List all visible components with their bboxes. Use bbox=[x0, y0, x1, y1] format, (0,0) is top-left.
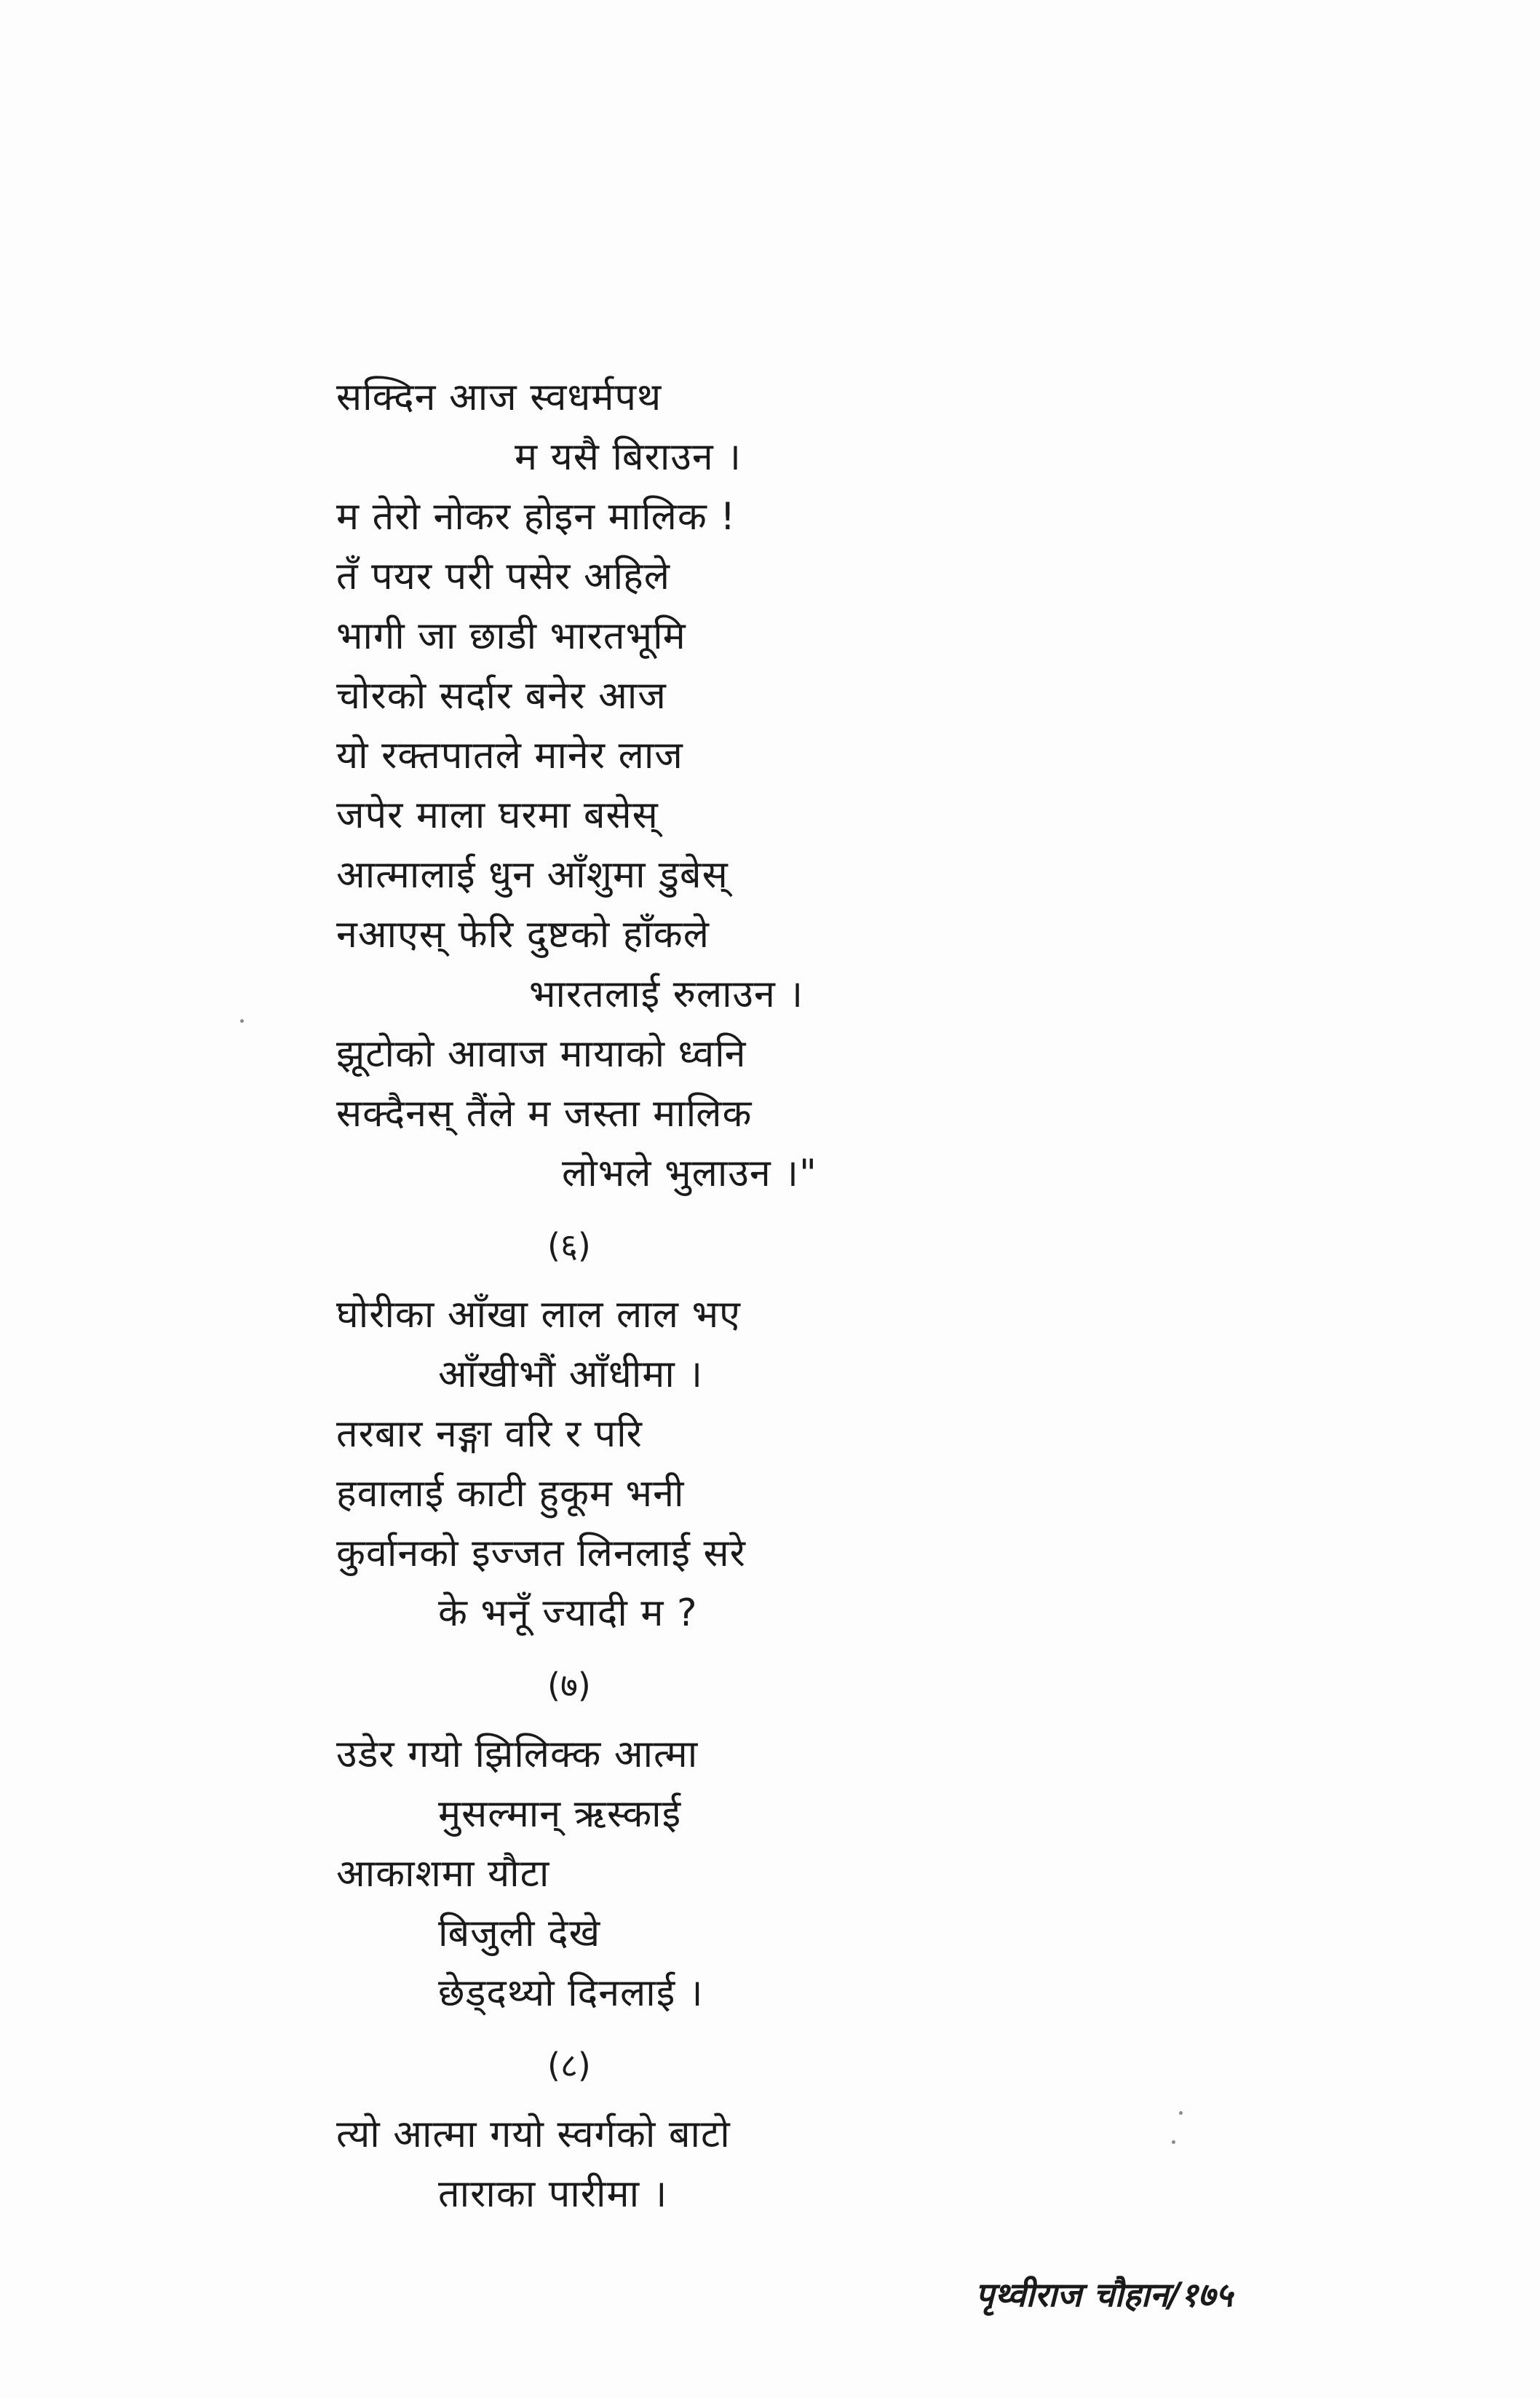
stanza-number: (८) bbox=[547, 2046, 591, 2085]
poem-line: आत्मालाई धुन आँशुमा डुबेस् bbox=[336, 853, 729, 897]
poem-line: जपेर माला घरमा बसेस् bbox=[336, 794, 659, 837]
poem-line: तँ पयर परी पसेर अहिले bbox=[336, 555, 671, 598]
poem-body bbox=[336, 368, 1282, 2224]
poem-line: के भनूँ ज्यादी म ? bbox=[438, 1591, 698, 1635]
page-footer-running-title: पृथ्वीराज चौहान/१७५ bbox=[975, 2275, 1233, 2314]
poem-line: भारतलाई रुलाउन । bbox=[529, 973, 804, 1016]
poem-line: भागी जा छाडी भारतभूमि bbox=[336, 614, 686, 658]
poem-line: नआएस् फेरि दुष्टको हाँकले bbox=[336, 913, 710, 957]
poem-line: तरबार नङ्गा वरि र परि bbox=[336, 1412, 643, 1456]
poem-line: हवालाई काटी हुकूम भनी bbox=[336, 1472, 685, 1516]
poem-line: कुर्वानको इज्जत लिनलाई सरे bbox=[336, 1532, 746, 1575]
scan-speck bbox=[240, 1019, 244, 1023]
poem-line: म तेरो नोकर होइन मालिक ! bbox=[336, 495, 737, 539]
poem-line: ताराका पारीमा । bbox=[438, 2172, 668, 2216]
poem-line: त्यो आत्मा गयो स्वर्गको बाटो bbox=[336, 2113, 731, 2156]
poem-line: छेड्दथ्यो दिनलाई । bbox=[438, 1971, 704, 2015]
poem-line: आकाशमा यौटा bbox=[336, 1852, 550, 1896]
poem-line: आँखीभौं आँधीमा । bbox=[438, 1353, 704, 1396]
stanza-number: (७) bbox=[547, 1666, 591, 1705]
poem-line: उडेर गयो झिलिक्क आत्मा bbox=[336, 1733, 699, 1776]
poem-line: सक्दिन आज स्वधर्मपथ bbox=[336, 376, 662, 419]
poem-line: घोरीका आँखा लाल लाल भए bbox=[336, 1293, 741, 1337]
scan-speck bbox=[1179, 2111, 1183, 2115]
poem-line: म यसै बिराउन । bbox=[515, 435, 742, 479]
stanza-number: (६) bbox=[547, 1226, 591, 1265]
poem-line: सक्दैनस् तैंले म जस्ता मालिक bbox=[336, 1092, 753, 1136]
poem-line: यो रक्तपातले मानेर लाज bbox=[336, 734, 683, 777]
scan-speck bbox=[1172, 2140, 1175, 2144]
poem-line: चोरको सर्दार बनेर आज bbox=[336, 674, 667, 718]
poem-line: मुसल्मान् ऋस्काई bbox=[438, 1792, 682, 1836]
poem-line: बिजुली देखे bbox=[438, 1912, 601, 1955]
poem-line: झूटोको आवाज मायाको ध्वनि bbox=[336, 1032, 747, 1076]
poem-line: लोभले भुलाउन ।" bbox=[562, 1152, 817, 1195]
